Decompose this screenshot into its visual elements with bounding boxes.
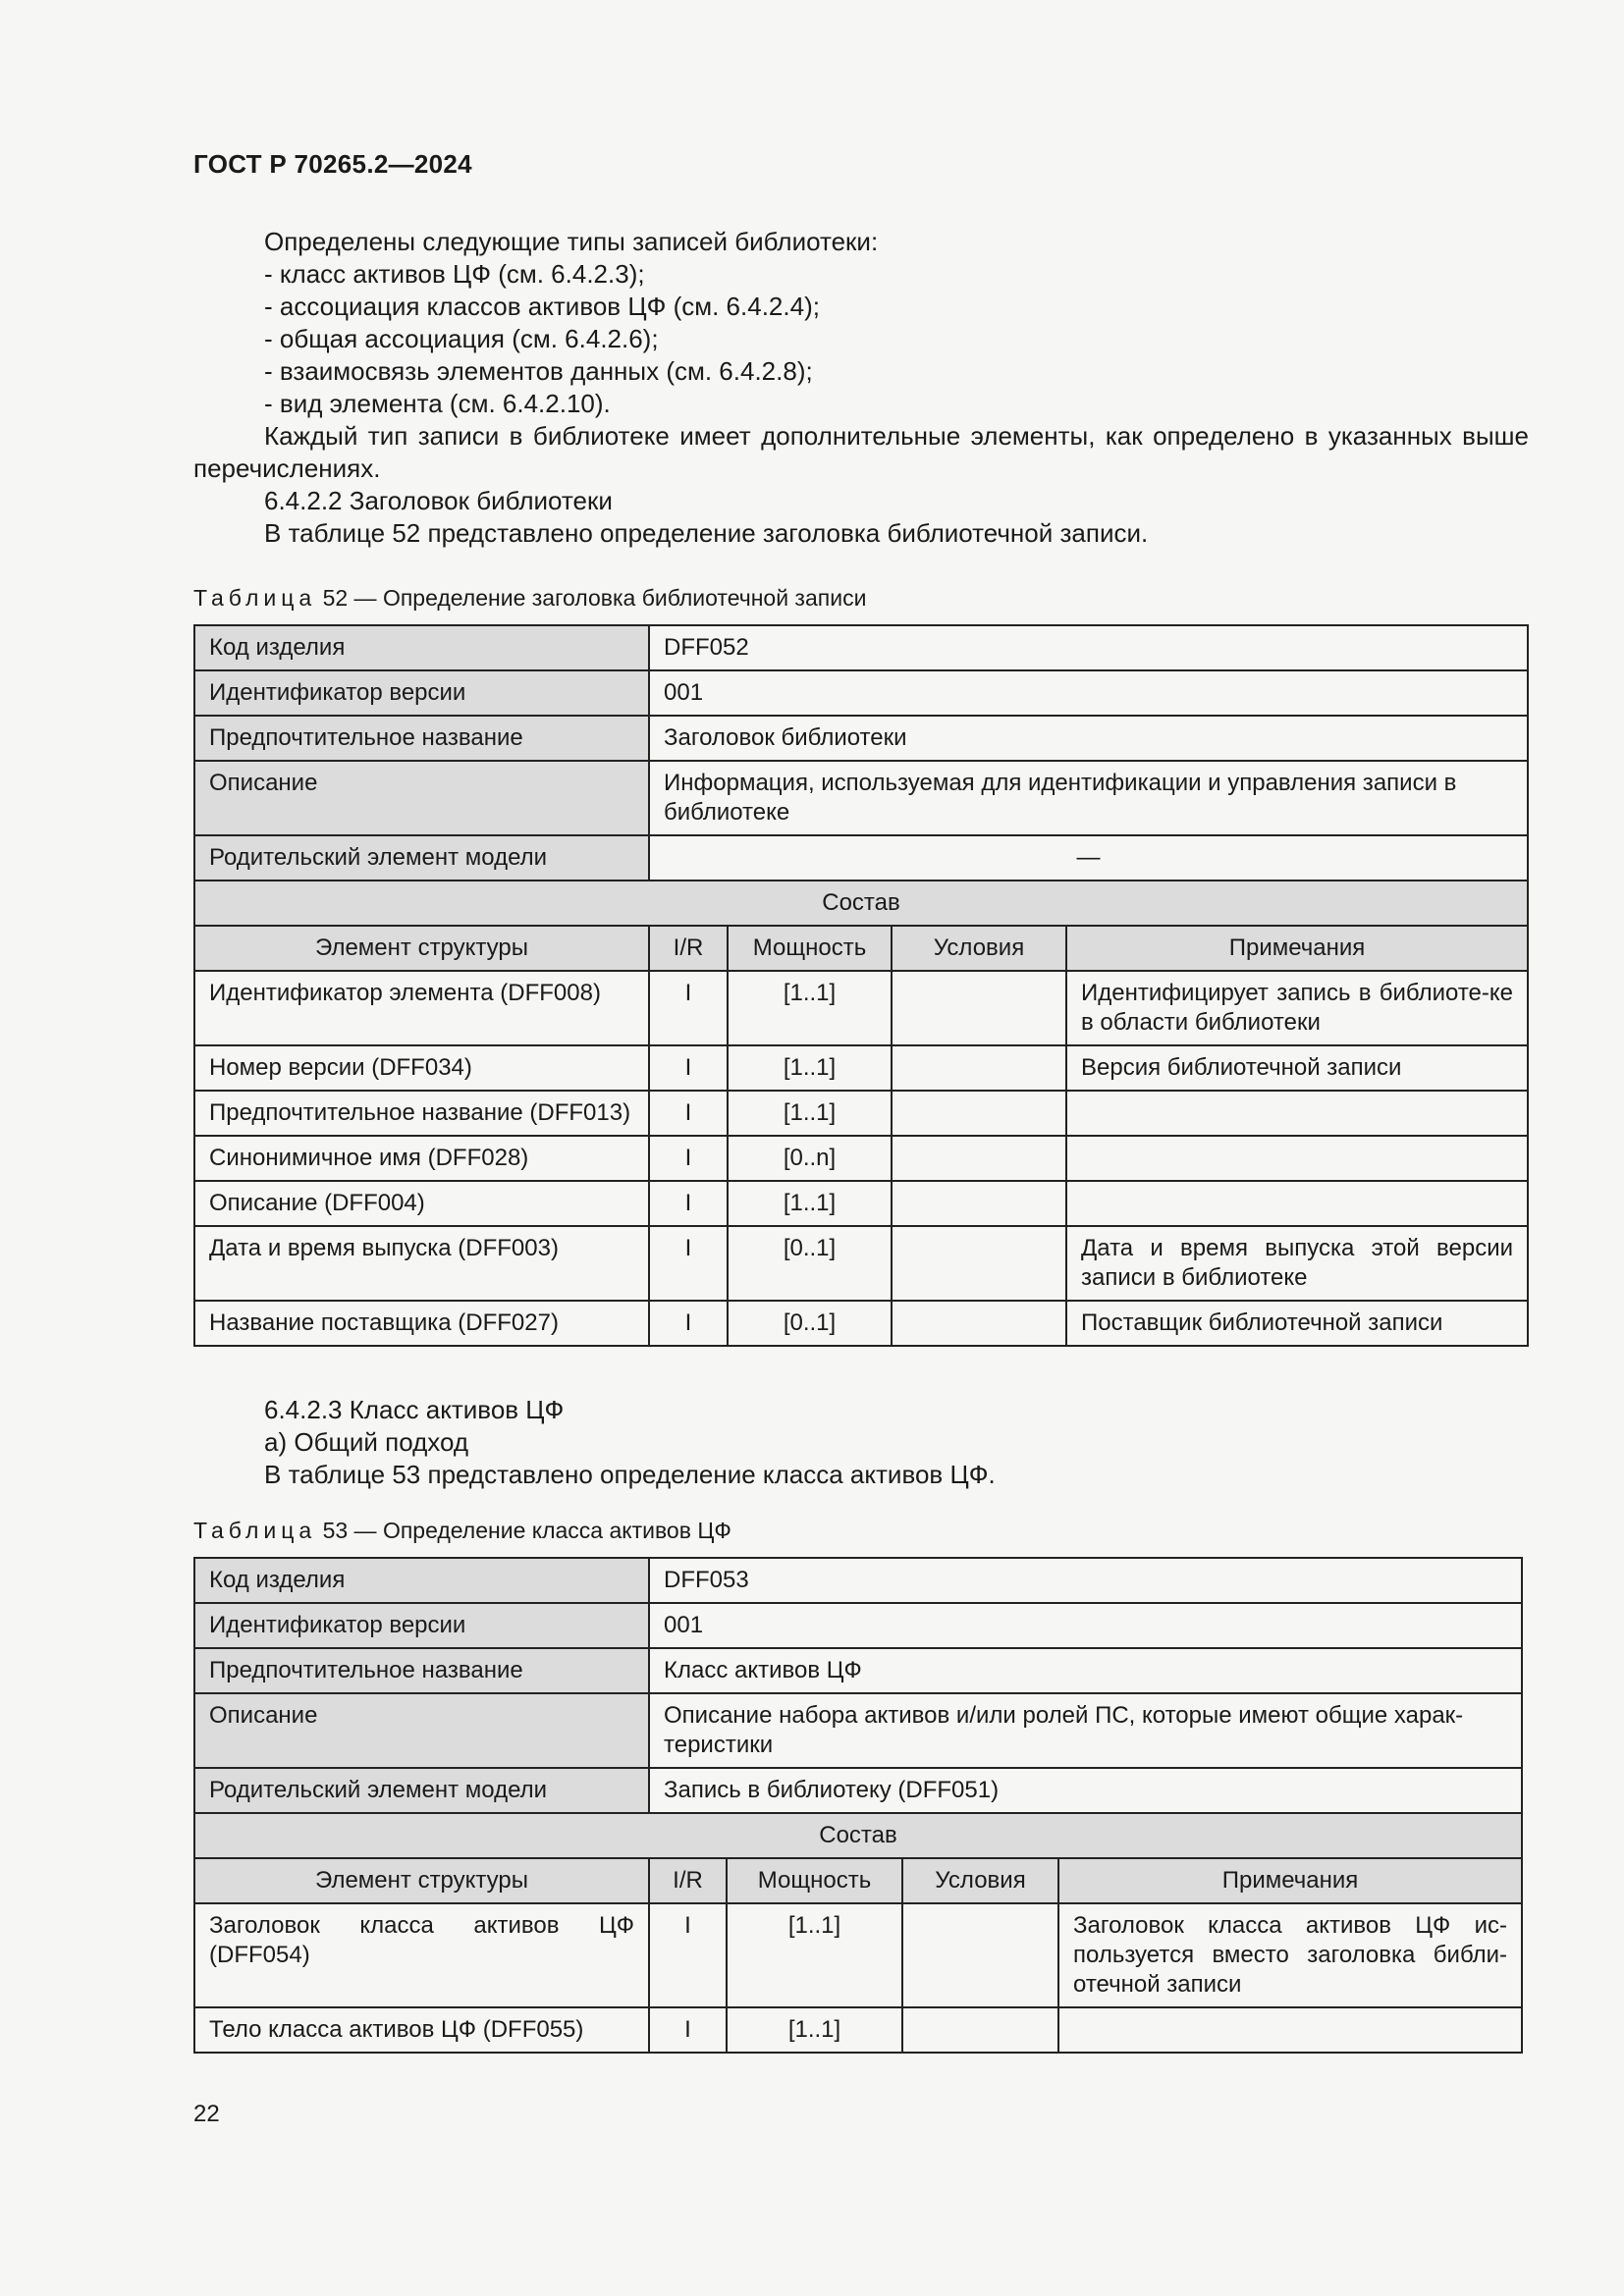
table-52 <box>193 624 1529 1347</box>
cardinality-cell: [0..1] <box>728 1301 892 1346</box>
cardinality-cell: [1..1] <box>728 1045 892 1091</box>
intro-line: - общая ассоциация (см. 6.4.2.6); <box>264 324 659 353</box>
column-header: I/R <box>649 1858 727 1903</box>
meta-row <box>194 670 1528 716</box>
ir-cell: I <box>649 2007 727 2053</box>
note-cell: Поставщик библиотечной записи <box>1066 1301 1528 1346</box>
composition-header: Состав <box>194 1813 1522 1858</box>
meta-label: Предпочтительное название <box>194 716 649 761</box>
column-header-row <box>194 1858 1522 1903</box>
meta-value: 001 <box>649 670 1528 716</box>
ir-cell: I <box>649 1181 728 1226</box>
condition-cell <box>892 1301 1066 1346</box>
table-row <box>194 971 1528 1045</box>
note-cell <box>1058 2007 1522 2053</box>
condition-cell <box>892 1181 1066 1226</box>
meta-label: Код изделия <box>194 625 649 670</box>
meta-row <box>194 1648 1522 1693</box>
column-header: Условия <box>902 1858 1058 1903</box>
meta-value: Описание набора активов и/или ролей ПС, которые имеют общие харак-теристики <box>649 1693 1522 1768</box>
ir-cell: I <box>649 1091 728 1136</box>
meta-value: Класс активов ЦФ <box>649 1648 1522 1693</box>
column-header: Примечания <box>1058 1858 1522 1903</box>
section-text: В таблице 52 представлено определение заголовка библиотечной записи. <box>264 518 1149 548</box>
note-cell: Дата и время выпуска этой версии записи в библиотеке <box>1066 1226 1528 1301</box>
cardinality-cell: [0..n] <box>728 1136 892 1181</box>
section-text: В таблице 53 представлено определение класса активов ЦФ. <box>264 1460 996 1489</box>
cardinality-cell: [1..1] <box>727 1903 902 2007</box>
cardinality-cell: [1..1] <box>727 2007 902 2053</box>
note-cell <box>1066 1181 1528 1226</box>
intro-block <box>193 226 1529 550</box>
column-header: Элемент структуры <box>194 926 649 971</box>
condition-cell <box>892 1045 1066 1091</box>
meta-row <box>194 1693 1522 1768</box>
meta-label: Код изделия <box>194 1558 649 1603</box>
note-cell: Заголовок класса активов ЦФ ис-пользуется вместо заголовка библи-отечной записи <box>1058 1903 1522 2007</box>
meta-label: Описание <box>194 1693 649 1768</box>
meta-value: Информация, используемая для идентификации и управления записи в библиотеке <box>649 761 1528 835</box>
element-cell: Тело класса активов ЦФ (DFF055) <box>194 2007 649 2053</box>
section-heading: 6.4.2.3 Класс активов ЦФ <box>264 1395 565 1424</box>
meta-row <box>194 761 1528 835</box>
table-row <box>194 1903 1522 2007</box>
table-row <box>194 1091 1528 1136</box>
intro-line: - ассоциация классов активов ЦФ (см. 6.4.2.4); <box>264 292 820 321</box>
ir-cell: I <box>649 1903 727 2007</box>
table-row <box>194 1301 1528 1346</box>
ir-cell: I <box>649 1045 728 1091</box>
condition-cell <box>902 2007 1058 2053</box>
caption-text: 52 — Определение заголовка библиотечной записи <box>322 585 867 611</box>
condition-cell <box>892 1136 1066 1181</box>
composition-header: Состав <box>194 881 1528 926</box>
element-cell: Предпочтительное название (DFF013) <box>194 1091 649 1136</box>
composition-row <box>194 881 1528 926</box>
intro-line: - взаимосвязь элементов данных (см. 6.4.2.8); <box>264 356 813 386</box>
note-cell <box>1066 1091 1528 1136</box>
caption-word: Таблица <box>193 585 317 611</box>
meta-row <box>194 1603 1522 1648</box>
meta-value: DFF053 <box>649 1558 1522 1603</box>
condition-cell <box>892 1091 1066 1136</box>
document-header: ГОСТ Р 70265.2—2024 <box>193 149 472 179</box>
meta-label: Родительский элемент модели <box>194 835 649 881</box>
column-header-row <box>194 926 1528 971</box>
intro-line: - вид элемента (см. 6.4.2.10). <box>264 389 611 418</box>
column-header: I/R <box>649 926 728 971</box>
element-cell: Номер версии (DFF034) <box>194 1045 649 1091</box>
table-row <box>194 2007 1522 2053</box>
note-cell: Версия библиотечной записи <box>1066 1045 1528 1091</box>
meta-row <box>194 835 1528 881</box>
element-cell: Синонимичное имя (DFF028) <box>194 1136 649 1181</box>
meta-value: Запись в библиотеку (DFF051) <box>649 1768 1522 1813</box>
condition-cell <box>892 1226 1066 1301</box>
intro-paragraph: Каждый тип записи в библиотеке имеет дополнительные элементы, как определено в указанных выше перечислениях. <box>193 421 1529 483</box>
table52-caption <box>193 585 866 612</box>
element-cell: Описание (DFF004) <box>194 1181 649 1226</box>
cardinality-cell: [0..1] <box>728 1226 892 1301</box>
table-row <box>194 1226 1528 1301</box>
note-cell: Идентифицирует запись в библиоте-ке в области библиотеки <box>1066 971 1528 1045</box>
element-cell: Заголовок класса активов ЦФ (DFF054) <box>194 1903 649 2007</box>
condition-cell <box>892 971 1066 1045</box>
column-header: Примечания <box>1066 926 1528 971</box>
column-header: Мощность <box>727 1858 902 1903</box>
cardinality-cell: [1..1] <box>728 971 892 1045</box>
meta-label: Идентификатор версии <box>194 1603 649 1648</box>
table-53 <box>193 1557 1523 2054</box>
column-header: Мощность <box>728 926 892 971</box>
caption-text: 53 — Определение класса активов ЦФ <box>322 1518 731 1543</box>
intro-line: - класс активов ЦФ (см. 6.4.2.3); <box>264 259 645 289</box>
intro-line: Определены следующие типы записей библиотеки: <box>264 227 879 256</box>
meta-row <box>194 1558 1522 1603</box>
meta-label: Описание <box>194 761 649 835</box>
table-row <box>194 1136 1528 1181</box>
composition-row <box>194 1813 1522 1858</box>
table-row <box>194 1045 1528 1091</box>
cardinality-cell: [1..1] <box>728 1091 892 1136</box>
meta-row <box>194 716 1528 761</box>
condition-cell <box>902 1903 1058 2007</box>
ir-cell: I <box>649 971 728 1045</box>
table53-caption <box>193 1518 731 1544</box>
section-block <box>193 1394 1529 1491</box>
column-header: Условия <box>892 926 1066 971</box>
meta-label: Предпочтительное название <box>194 1648 649 1693</box>
note-cell <box>1066 1136 1528 1181</box>
element-cell: Дата и время выпуска (DFF003) <box>194 1226 649 1301</box>
meta-row <box>194 1768 1522 1813</box>
table-row <box>194 1181 1528 1226</box>
section-sub: а) Общий подход <box>264 1427 469 1457</box>
cardinality-cell: [1..1] <box>728 1181 892 1226</box>
meta-label: Идентификатор версии <box>194 670 649 716</box>
caption-word: Таблица <box>193 1518 317 1543</box>
ir-cell: I <box>649 1136 728 1181</box>
element-cell: Идентификатор элемента (DFF008) <box>194 971 649 1045</box>
section-heading: 6.4.2.2 Заголовок библиотеки <box>264 486 613 515</box>
page-number: 22 <box>193 2101 220 2127</box>
column-header: Элемент структуры <box>194 1858 649 1903</box>
meta-value: DFF052 <box>649 625 1528 670</box>
element-cell: Название поставщика (DFF027) <box>194 1301 649 1346</box>
ir-cell: I <box>649 1226 728 1301</box>
meta-value: 001 <box>649 1603 1522 1648</box>
meta-value: Заголовок библиотеки <box>649 716 1528 761</box>
meta-label: Родительский элемент модели <box>194 1768 649 1813</box>
meta-value: — <box>649 835 1528 881</box>
ir-cell: I <box>649 1301 728 1346</box>
meta-row <box>194 625 1528 670</box>
